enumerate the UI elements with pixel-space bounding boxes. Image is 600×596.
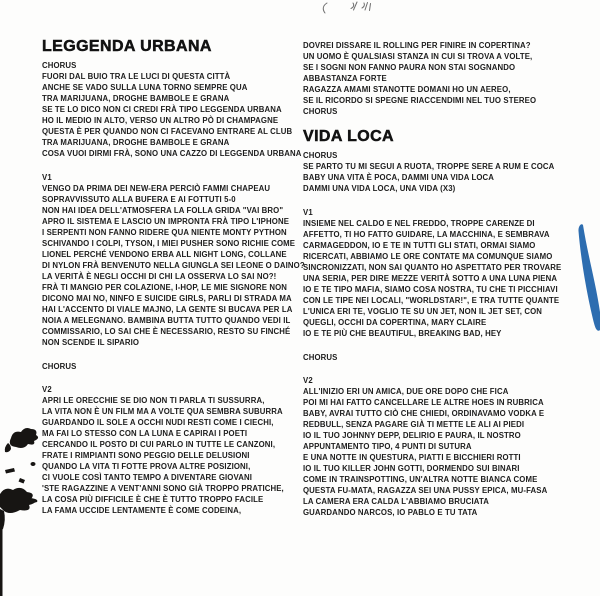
- lyric-line: DAMMI UNA VIDA LOCA, UNA VIDA (X3): [303, 184, 456, 193]
- lyric-line: NON HAI IDEA DELL'ATMOSFERA LA FOLLA GRIDA "VAI BRO": [42, 206, 284, 215]
- lyric-line: ANCHE SE VADO SULLA LUNA TORNO SEMPRE QUA: [42, 83, 248, 92]
- lyric-line: FUORI DAL BUIO TRA LE LUCI DI QUESTA CITTÀ: [42, 72, 231, 81]
- section-label: CHORUS: [303, 353, 338, 362]
- lyric-line: CON LE TIPE NEI LOCALI, "WORLDSTAR!", E TRA TUTTE QUANTE: [303, 296, 560, 305]
- lyric-line: LA FAMA UCCIDE LENTAMENTE È COME CODEINA,: [42, 506, 242, 515]
- lyric-line: UN UOMO È QUALSIASI STANZA IN CUI SI TROVA A VOLTE,: [303, 52, 533, 61]
- lyrics-block: [303, 150, 581, 194]
- handwritten-note-icon: [315, 0, 377, 20]
- lyric-line: UNA SERIA, PER DIRE MEZZE VERITÀ SOTTO A UNA LUNA PIENA: [303, 274, 558, 283]
- lyric-line: SINCRONIZZATI, NON SAI QUANTO HO ASPETTATO PER TROVARE: [303, 263, 562, 272]
- section-label: CHORUS: [42, 61, 77, 70]
- lyric-line: HO IL MEDIO IN ALTO, VERSO UN ALTRO PÒ DI CHAMPAGNE: [42, 116, 279, 125]
- lyric-line: VENGO DA PRIMA DEI NEW-ERA PERCIÒ FAMMI CHAPEAU: [42, 184, 271, 193]
- lyric-line: SE IL RICORDO SI SPEGNE RIACCENDIMI NEL TUO STEREO: [303, 96, 537, 105]
- section-label: CHORUS: [303, 107, 338, 116]
- lyric-line: TRA MARIJUANA, DROGHE BAMBOLE E GRANA: [42, 138, 230, 147]
- lyric-line: IO E TE PIÙ CHE BEAUTIFUL, BREAKING BAD, HEY: [303, 329, 502, 338]
- lyric-line: SCHIVANDO I COLPI, TYSON, I MIEI PUSHER SONO RICHIE COME: [42, 239, 296, 248]
- lyric-line: COMMISSARIO, LO SAI CHE È NECESSARIO, RESTO SU FINCHÉ: [42, 327, 291, 336]
- section-label: CHORUS: [42, 362, 77, 371]
- lyric-line: IO IL TUO JOHNNY DEPP, DELIRIO E PAURA, IL NOSTRO: [303, 431, 521, 440]
- lyric-line: NON SCENDE IL SIPARIO: [42, 338, 140, 347]
- section-label: V1: [303, 208, 313, 217]
- lyric-line: ABBASTANZA FORTE: [303, 74, 387, 83]
- lyric-line: FRATE I RIMPIANTI SONO PEGGIO DELLE DELUSIONI: [42, 451, 250, 460]
- lyric-line: REDBULL, SENZA PAGARE GIÀ TI METTE LE ALI AI PIEDI: [303, 420, 525, 429]
- lyric-line: INSIEME NEL CALDO E NEL FREDDO, TROPPE CARENZE DI: [303, 219, 535, 228]
- lyric-line: ALL'INIZIO ERI UN AMICA, DUE ORE DOPO CHE FICA: [303, 387, 509, 396]
- lyric-line: FRÀ TI MANGIO PER COLAZIONE, I-HOP, LE MIE SIGNORE NON: [42, 283, 288, 292]
- lyric-line: 'STE RAGAZZINE A VENT'ANNI SONO GIÀ TROPPO PRATICHE,: [42, 484, 284, 493]
- lyric-line: BABY UNA VITA È POCA, DAMMI UNA VIDA LOCA: [303, 173, 495, 182]
- lyric-line: SOPRAVVISSUTO ALLA BUFERA E AI FOTTUTI 5-0: [42, 195, 236, 204]
- lyric-line: IO IL TUO KILLER JOHN GOTTI, DORMENDO SUI BINARI: [303, 464, 520, 473]
- lyrics-column-right: [303, 40, 581, 531]
- lyric-line: MA FAI LO STESSO CON LA LUNA E CAPIRAI I POETI: [42, 429, 248, 438]
- lyrics-block: [42, 361, 304, 372]
- lyric-line: TRA MARIJUANA, DROGHE BAMBOLE E GRANA: [42, 94, 230, 103]
- lyric-line: LA VITA NON È UN FILM MA A VOLTE QUA SEMBRA SUBURRA: [42, 407, 283, 416]
- lyric-line: LA COSA PIÙ DIFFICILE È CHE È TUTTO TROPPO FACILE: [42, 495, 264, 504]
- song-title: LEGGENDA URBANA: [42, 38, 212, 55]
- lyrics-block: [303, 375, 581, 518]
- lyric-line: COSA VUOI DIRMI FRÀ, SONO UNA CAZZO DI LEGGENDA URBANA: [42, 149, 302, 158]
- lyrics-block: [42, 60, 304, 159]
- lyric-line: I SERPENTI NON FANNO RIDERE QUA NIENTE MONTY PYTHON: [42, 228, 287, 237]
- lyric-line: DI NYLON FRÀ BENVENUTO NELLA GIUNGLA SEI LEONE O DAINO?: [42, 261, 305, 270]
- lyric-line: QUESTA FU-MATA, RAGAZZA SEI UNA PUSSY EPICA, MU-FASA: [303, 486, 548, 495]
- lyric-line: L'UNICA ERI TE, VOGLIO TE SU UN JET, NON IL JET SET, CON: [303, 307, 543, 316]
- lyric-line: APRO IL SISTEMA E LASCIO UN IMPRONTA FRÀ TIPO L'IPHONE: [42, 217, 290, 226]
- lyric-line: APRI LE ORECCHIE SE DIO NON TI PARLA TI SUSSURRA,: [42, 396, 265, 405]
- lyric-line: GUARDANDO IL SOLE A OCCHI NUDI RESTI COME I CIECHI,: [42, 418, 274, 427]
- lyric-line: CARMAGEDDON, IO E TE IN TUTTI GLI STATI, ORMAI SIAMO: [303, 241, 536, 250]
- lyric-line: LA CAMERA ERA CALDA L'ABBIAMO BRUCIATA: [303, 497, 490, 506]
- lyric-line: SE TE LO DICO NON CI CREDI FRÀ TIPO LEGGENDA URBANA: [42, 105, 282, 114]
- lyrics-block: [303, 207, 581, 339]
- lyric-line: DICONO MAI NO, NINFO E SUICIDE GIRLS, PARLI DI STRADA MA: [42, 294, 292, 303]
- lyric-line: HAI L'ACCENTO DI VIALE MAJNO, LA GENTE SI BUCAVA PER LA: [42, 305, 293, 314]
- lyric-line: LA VERITÀ È NEGLI OCCHI DI CHI LA OSSERVA LO SAI NO?!: [42, 272, 277, 281]
- lyric-line: QUESTA È PER QUANDO NON CI FACEVANO ENTRARE AL CLUB: [42, 127, 293, 136]
- lyrics-column-left: [42, 40, 304, 529]
- lyric-line: BABY, AVRAI TUTTO CIÒ CHE CHIEDI, ORDINAVAMO VODKA E: [303, 409, 545, 418]
- section-label: V2: [42, 385, 52, 394]
- lyric-line: LIONEL PERCHÉ VENDONO ERBA ALL NIGHT LONG, COLLANE: [42, 250, 287, 259]
- lyric-line: RICERCATI, ABBIAMO LE ORE CONTATE MA COMUNQUE SIAMO: [303, 252, 553, 261]
- lyric-line: E UNA NOTTE IN QUESTURA, PIATTI E BICCHIERI ROTTI: [303, 453, 521, 462]
- lyric-line: AFFETTO, TI HO FATTO GUIDARE, LA MACCHINA, E SEMBRAVA: [303, 230, 550, 239]
- lyrics-block: [303, 40, 581, 117]
- lyric-line: QUEGLI, OCCHI DA COPERTINA, MARY CLAIRE: [303, 318, 487, 327]
- lyric-line: IO E TE TIPO MAFIA, SIAMO COSA NOSTRA, TU CHE TI PICCHIAVI: [303, 285, 558, 294]
- lyric-line: POI MI HAI FATTO CANCELLARE LE ALTRE HOES IN RUBRICA: [303, 398, 544, 407]
- section-label: V1: [42, 173, 52, 182]
- section-label: CHORUS: [303, 151, 338, 160]
- lyric-line: RAGAZZA AMAMI STANOTTE DOMANI HO UN AEREO,: [303, 85, 511, 94]
- lyric-line: GUARDANDO NARCOS, IO PABLO E TU TATA: [303, 508, 478, 517]
- lyrics-block: [42, 384, 304, 516]
- lyric-line: QUANDO LA VITA TI FOTTE PROVA ALTRE POSIZIONI,: [42, 462, 251, 471]
- lyric-line: CI VUOLE COSÌ TANTO TEMPO A DIVENTARE GIOVANI: [42, 473, 253, 482]
- section-label: V2: [303, 376, 313, 385]
- lyric-line: DOVREI DISSARE IL ROLLING PER FINIRE IN COPERTINA?: [303, 41, 531, 50]
- lyric-line: CERCANDO IL POSTO DI CUI PARLO IN TUTTE LE CANZONI,: [42, 440, 276, 449]
- lyric-line: SE PARTO TU MI SEGUI A RUOTA, TROPPE SERE A RUM E COCA: [303, 162, 555, 171]
- lyric-line: SE I SOGNI NON FANNO PAURA NON STAI SOGNANDO: [303, 63, 516, 72]
- lyric-line: APPUNTAMENTO TIPO, 4 PUNTI DI SUTURA: [303, 442, 472, 451]
- song-title: VIDA LOCA: [303, 128, 395, 145]
- lyrics-block: [303, 352, 581, 363]
- lyrics-block: [42, 172, 304, 348]
- lyric-line: COME IN TRAINSPOTTING, UN'ALTRA NOTTE BIANCA COME: [303, 475, 538, 484]
- lyric-line: NOIA A MELEGNANO. BAMBINA BUTTA TUTTO QUANDO VEDI IL: [42, 316, 291, 325]
